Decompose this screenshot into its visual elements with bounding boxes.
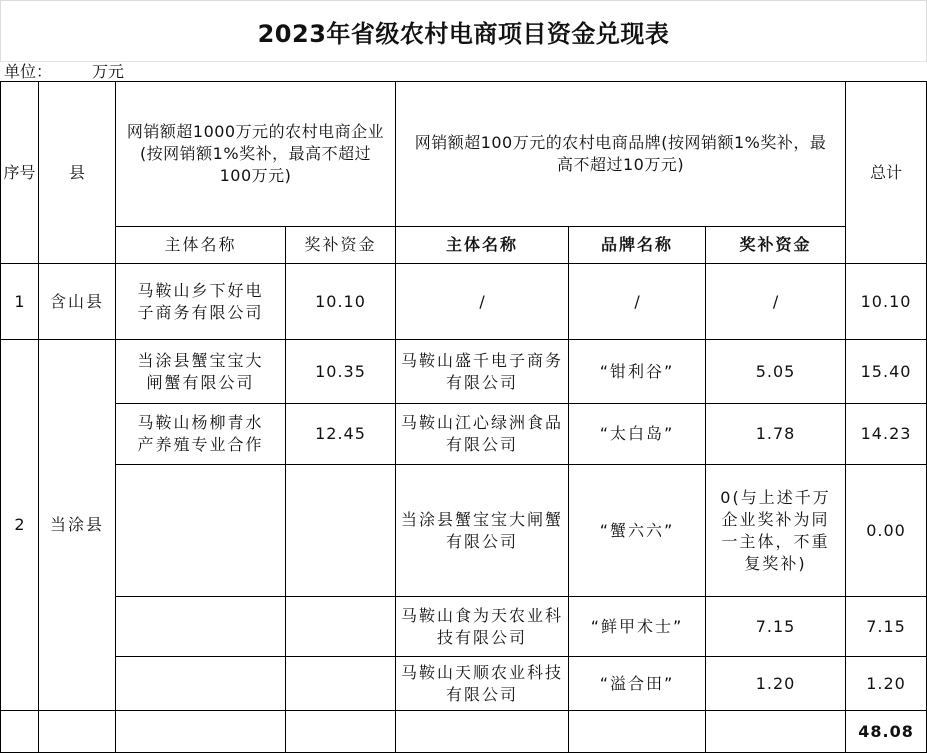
cell-brand-award-note: 0(与上述千万企业奖补为同一主体，不重复奖补): [706, 465, 846, 597]
cell-total: 0.00: [846, 465, 927, 597]
table-row: [1, 465, 927, 597]
cell-brand-entity: 马鞍山盛千电子商务有限公司: [396, 340, 569, 404]
cell-total: 1.20: [846, 657, 927, 711]
empty-cell: [706, 711, 846, 753]
empty-cell: [1, 711, 39, 753]
cell-enterprise-name: [116, 657, 286, 711]
cell-enterprise-name: 马鞍山杨柳青水产养殖专业合作: [116, 404, 286, 465]
cell-enterprise-award: [286, 465, 396, 597]
table-row: [1, 597, 927, 657]
header-seq: 序号: [1, 82, 39, 264]
header-enterprise-group: 网销额超1000万元的农村电商企业(按网销额1%奖补，最高不超过100万元): [116, 82, 396, 227]
cell-brand-entity: /: [396, 264, 569, 340]
cell-county: 当涂县: [39, 340, 116, 711]
cell-brand-name: “鲜甲术士”: [569, 597, 706, 657]
empty-cell: [569, 711, 706, 753]
empty-cell: [39, 711, 116, 753]
cell-seq: 1: [1, 264, 39, 340]
cell-brand-entity: 马鞍山食为天农业科技有限公司: [396, 597, 569, 657]
header-row-2: [1, 227, 927, 264]
header-brand-group: 网销额超100万元的农村电商品牌(按网销额1%奖补，最高不超过10万元): [396, 82, 846, 227]
cell-brand-name: “溢合田”: [569, 657, 706, 711]
cell-enterprise-award: 12.45: [286, 404, 396, 465]
header-row-1: [1, 82, 927, 227]
empty-cell: [286, 711, 396, 753]
cell-total: 10.10: [846, 264, 927, 340]
header-brand-entity: 主体名称: [396, 227, 569, 264]
grand-total: 48.08: [846, 711, 927, 753]
cell-brand-award: 1.78: [706, 404, 846, 465]
cell-enterprise-award: [286, 597, 396, 657]
table-row: [1, 404, 927, 465]
cell-enterprise-name: 马鞍山乡下好电子商务有限公司: [116, 264, 286, 340]
cell-brand-name: “钳利谷”: [569, 340, 706, 404]
cell-enterprise-award: 10.10: [286, 264, 396, 340]
cell-enterprise-award: [286, 657, 396, 711]
cell-brand-name: “蟹六六”: [569, 465, 706, 597]
table-row: [1, 657, 927, 711]
empty-cell: [116, 711, 286, 753]
cell-brand-award: /: [706, 264, 846, 340]
header-enterprise-award: 奖补资金: [286, 227, 396, 264]
cell-brand-name: “太白岛”: [569, 404, 706, 465]
unit-value: 万元: [92, 62, 125, 81]
empty-cell: [396, 711, 569, 753]
cell-county: 含山县: [39, 264, 116, 340]
unit-row: [4, 62, 124, 82]
table-row: [1, 264, 927, 340]
cell-enterprise-award: 10.35: [286, 340, 396, 404]
cell-total: 7.15: [846, 597, 927, 657]
cell-enterprise-name: [116, 465, 286, 597]
header-total: 总计: [846, 82, 927, 264]
cell-seq: 2: [1, 340, 39, 711]
unit-label: 单位：: [4, 62, 53, 81]
cell-brand-award: 5.05: [706, 340, 846, 404]
grand-total-row: [1, 711, 927, 753]
table-title: 2023年省级农村电商项目资金兑现表: [0, 0, 927, 62]
cell-brand-name: /: [569, 264, 706, 340]
cell-brand-award: 1.20: [706, 657, 846, 711]
cell-brand-entity: 当涂县蟹宝宝大闸蟹有限公司: [396, 465, 569, 597]
header-county: 县: [39, 82, 116, 264]
cell-enterprise-name: [116, 597, 286, 657]
table-row: [1, 340, 927, 404]
cell-brand-award: 7.15: [706, 597, 846, 657]
cell-brand-entity: 马鞍山江心绿洲食品有限公司: [396, 404, 569, 465]
cell-brand-entity: 马鞍山天顺农业科技有限公司: [396, 657, 569, 711]
cell-total: 15.40: [846, 340, 927, 404]
header-brand-name: 品牌名称: [569, 227, 706, 264]
fund-table: [0, 81, 927, 753]
cell-enterprise-name: 当涂县蟹宝宝大闸蟹有限公司: [116, 340, 286, 404]
cell-total: 14.23: [846, 404, 927, 465]
header-brand-award: 奖补资金: [706, 227, 846, 264]
header-enterprise-name: 主体名称: [116, 227, 286, 264]
